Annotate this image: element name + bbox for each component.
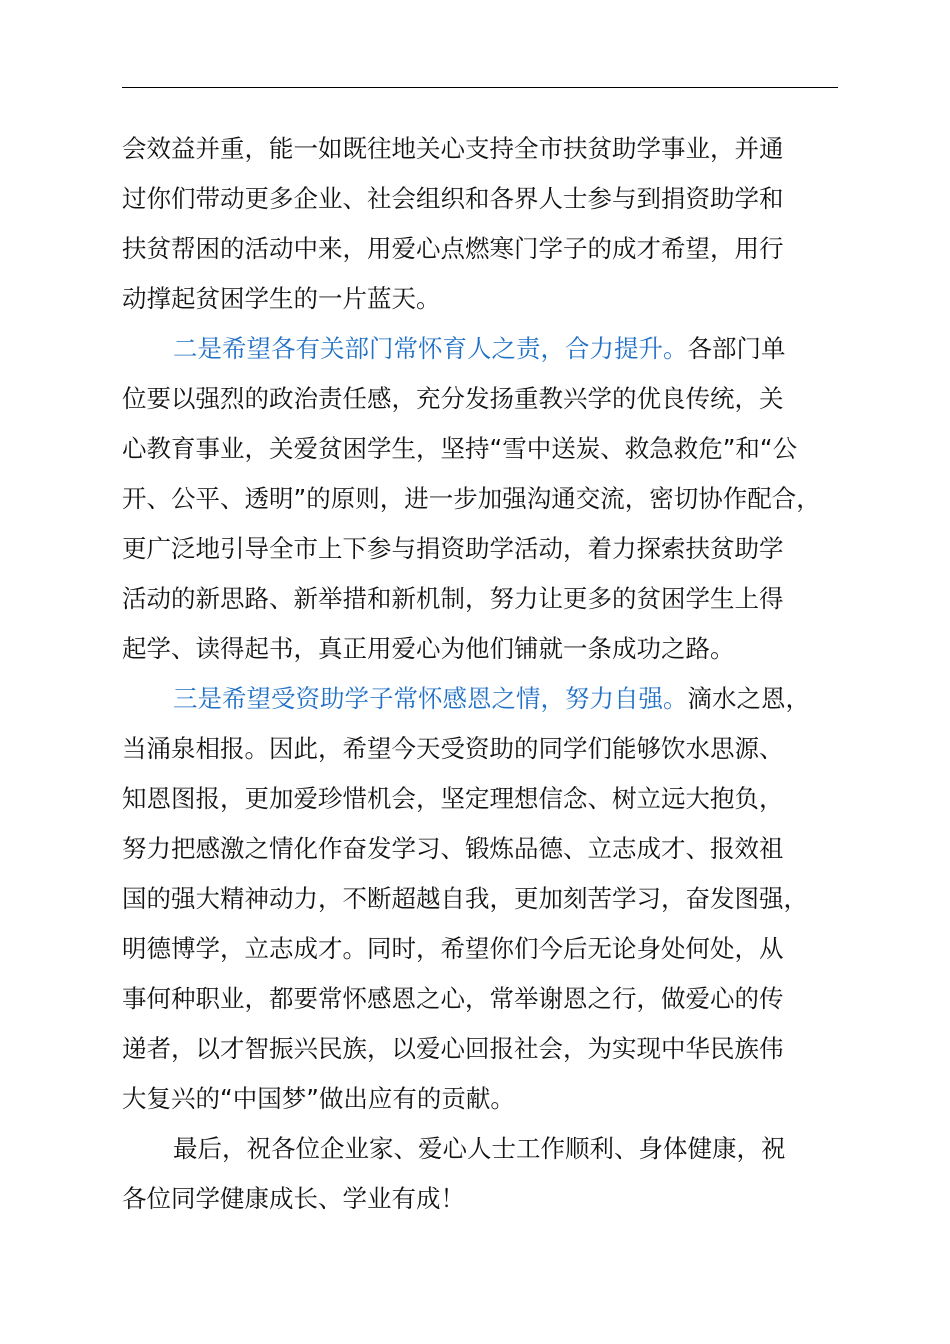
paragraph-3: [122, 674, 858, 1124]
text-line: 动撑起贫困学生的一片蓝天。: [122, 284, 441, 313]
paragraph-first-line: [122, 324, 858, 374]
text-line: 更广泛地引导全市上下参与捐资助学活动，着力探索扶贫助学: [122, 534, 784, 563]
text-line: 大复兴的“中国梦”做出应有的贡献。: [122, 1084, 515, 1113]
text-line: 事何种职业，都要常怀感恩之心，常举谢恩之行，做爱心的传: [122, 984, 784, 1013]
text-line: 过你们带动更多企业、社会组织和各界人士参与到捐资助学和: [122, 184, 784, 213]
text-line: 心教育事业，关爱贫困学生，坚持“雪中送炭、救急救危”和“公: [122, 434, 798, 463]
text-line: 会效益并重，能一如既往地关心支持全市扶贫助学事业，并通: [122, 134, 784, 163]
body-text: [122, 124, 858, 1224]
paragraph-2: [122, 324, 858, 674]
text-line: 起学、读得起书，真正用爱心为他们铺就一条成功之路。: [122, 634, 735, 663]
paragraph-heading: 三是希望受资助学子常怀感恩之情，努力自强。: [173, 684, 688, 713]
text-line: 位要以强烈的政治责任感，充分发扬重教兴学的优良传统，关: [122, 384, 784, 413]
text-run: 各部门单: [687, 334, 786, 363]
text-line: 努力把感激之情化作奋发学习、锻炼品德、立志成才、报效祖: [122, 834, 784, 863]
paragraph-1: [122, 124, 858, 324]
text-line: 当涌泉相报。因此，希望今天受资助的同学们能够饮水思源、: [122, 734, 784, 763]
text-run: 滴水之恩，: [687, 684, 810, 713]
text-line: 国的强大精神动力，不断超越自我，更加刻苦学习，奋发图强，: [122, 884, 808, 913]
paragraph-4: [122, 1124, 858, 1224]
text-line: 开、公平、透明”的原则，进一步加强沟通交流，密切协作配合，: [122, 484, 821, 513]
text-line: 明德博学，立志成才。同时，希望你们今后无论身处何处，从: [122, 934, 784, 963]
text-line: 最后，祝各位企业家、爱心人士工作顺利、身体健康，祝: [173, 1134, 786, 1163]
paragraph-heading: 二是希望各有关部门常怀育人之责，合力提升。: [173, 334, 688, 363]
text-line: 扶贫帮困的活动中来，用爱心点燃寒门学子的成才希望，用行: [122, 234, 784, 263]
header-rule: [122, 87, 838, 88]
text-line: 各位同学健康成长、学业有成！: [122, 1184, 465, 1213]
text-line: 递者，以才智振兴民族，以爱心回报社会，为实现中华民族伟: [122, 1034, 784, 1063]
text-line: 活动的新思路、新举措和新机制，努力让更多的贫困学生上得: [122, 584, 784, 613]
text-line: 知恩图报，更加爱珍惜机会，坚定理想信念、树立远大抱负，: [122, 784, 784, 813]
paragraph-first-line: [122, 674, 858, 724]
